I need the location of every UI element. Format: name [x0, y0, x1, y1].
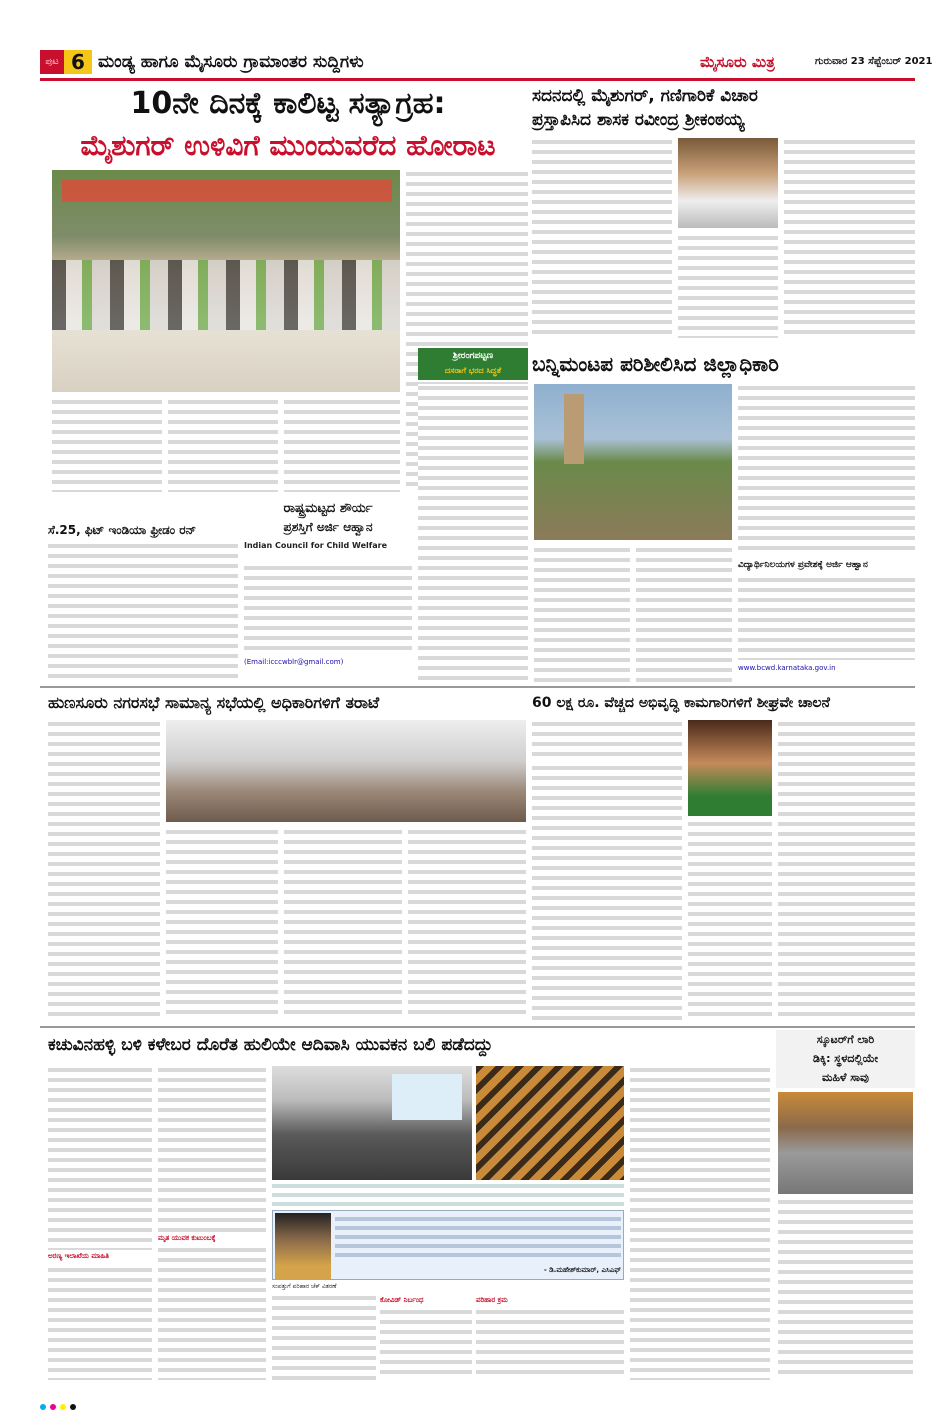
black-dot [70, 1404, 76, 1410]
scooter-headline-box [776, 1030, 915, 1088]
tiger-col-2 [158, 1066, 266, 1380]
development-col-2 [532, 764, 682, 1020]
page-date: ಗುರುವಾರ 23 ಸೆಪ್ಟೆಂಬರ್ 2021 [815, 56, 933, 67]
hunsur-col-3 [284, 828, 402, 1020]
official-photo [688, 720, 772, 816]
bannimantapa-photo [534, 384, 732, 540]
freedom-run-headline: ಸೆ.25, ಫಿಟ್ ಇಂಡಿಯಾ ಫ್ರೀಡಂ ರನ್ [48, 523, 197, 537]
bannimantapa-col-2 [534, 546, 630, 686]
development-headline: 60 ಲಕ್ಷ ರೂ. ವೆಚ್ಚದ ಅಭಿವೃದ್ಧಿ ಕಾಮಗಾರಿಗಳಿಗೆ ಶೀಘ್ರವೇ ಚಾಲನೆ [532, 695, 830, 711]
satyagraha-col-1 [52, 398, 162, 492]
headline-line-1: ಸದನದಲ್ಲಿ ಮೈಶುಗರ್, ಗಣಿಗಾರಿಕೆ ವಿಚಾರ [532, 86, 758, 106]
headline-line-3: ಮಹಿಳೆ ಸಾವು [822, 1071, 869, 1084]
page-header [40, 48, 933, 76]
mysugar-assembly-story [532, 84, 915, 344]
mla-photo [678, 138, 778, 228]
development-col-1 [532, 720, 682, 760]
hunsur-col-1 [48, 720, 160, 1020]
tiger-photo [476, 1066, 624, 1180]
satyagraha-col-3 [284, 398, 400, 492]
tiger-col-3 [272, 1294, 376, 1380]
photo-caption [272, 1182, 624, 1208]
hostel-headline: ವಿದ್ಯಾರ್ಥಿನಿಲಯಗಳ ಪ್ರವೇಶಕ್ಕೆ ಅರ್ಜಿ ಆಹ್ವಾನ [738, 560, 868, 570]
header-rule [40, 78, 915, 81]
quote-author: - ಡಿ.ಮಹೇಶ್‍ಕುಮಾರ್, ಎಸಿಎಫ್ [543, 1266, 621, 1274]
hunsur-col-4 [408, 828, 526, 1020]
quote-caption: ಸಂಪತ್ತುಗೆ ಪರಿಹಾರ ಚೆಕ್ ವಿತರಣೆ [272, 1283, 337, 1290]
bannimantapa-headline: ಬನ್ನಿಮಂಟಪ ಪರಿಶೀಲಿಸಿದ ಜಿಲ್ಲಾಧಿಕಾರಿ [532, 352, 779, 376]
page-number: 6 [64, 50, 92, 74]
bravery-award-story [244, 500, 412, 680]
page-label: ಪುಟ [40, 50, 64, 74]
satyagraha-col-2 [168, 398, 278, 492]
freedom-run-body [48, 542, 238, 678]
bannimantapa-col-4 [738, 384, 915, 554]
development-col-4 [778, 720, 915, 1020]
headline-line-2: ಡಿಕ್ಕಿ: ಸ್ಥಳದಲ್ಲಿಯೇ [812, 1052, 879, 1065]
headline-line-2: ಮೈಶುಗರ್ ಉಳಿವಿಗೆ ಮುಂದುವರೆದ ಹೋರಾಟ [80, 129, 496, 162]
victim-photo [275, 1213, 331, 1279]
dasara-badge [418, 348, 528, 380]
projection-screen [392, 1074, 462, 1120]
registration-marks [40, 1402, 915, 1412]
hunsur-col-2 [166, 828, 278, 1020]
tiger-subhead-1: ಅರಣ್ಯ ಇಲಾಖೆಯ ಮಾಹಿತಿ [48, 1250, 152, 1262]
headline-line-2: ಪ್ರಸ್ತಾಪಿಸಿದ ಶಾಸಕ ರವೀಂದ್ರ ಶ್ರೀಕಂಠಯ್ಯ [532, 110, 745, 130]
tiger-subhead-2: ಮೃತ ಯುವಕ ಕುಟುಂಬಕ್ಕೆ [158, 1232, 266, 1244]
officials-photo [272, 1066, 472, 1180]
section-title: ಮಂಡ್ಯ ಹಾಗೂ ಮೈಸೂರು ಗ್ರಾಮಾಂತರ ಸುದ್ದಿಗಳು [98, 52, 364, 72]
quote-box [272, 1210, 624, 1280]
hostel-body [738, 576, 915, 660]
yellow-dot [60, 1404, 66, 1410]
badge-line-2: ದಸರಾಗೆ ಭರದ ಸಿದ್ಧತೆ [444, 366, 502, 375]
cyan-dot [40, 1404, 46, 1410]
tiger-subhead-3: ಕೋವಿಡ್ ನಿರ್ಬಂಧ [380, 1296, 424, 1304]
headline-line-1: ಸ್ಕೂಟರ್‌ಗೆ ಲಾರಿ [816, 1033, 875, 1046]
headline-line-1: ರಾಷ್ಟ್ರಮಟ್ಟದ ಶೌರ್ಯ [283, 501, 373, 516]
scooter-body [778, 1198, 913, 1380]
section-divider-2 [40, 1026, 915, 1028]
headline-line-2: ಪ್ರಶಸ್ತಿಗೆ ಅರ್ಜಿ ಆಹ್ವಾನ [283, 520, 373, 534]
bravery-body [244, 564, 412, 654]
monument-shape [564, 394, 584, 464]
org-name: Indian Council for Child Welfare [244, 541, 388, 550]
tiger-headline: ಕಚುವಿನಹಳ್ಳಿ ಬಳಿ ಕಳೇಬರ ದೊರೆತ ಹುಲಿಯೇ ಆದಿವಾಸಿ ಯುವಕನ ಬಲಿ ಪಡೆದದ್ದು [48, 1035, 493, 1055]
protester-row [52, 260, 400, 330]
tiger-col-1 [48, 1066, 152, 1380]
bannimantapa-col-1 [418, 384, 528, 684]
contact-email[interactable]: (Email:icccwblr@gmail.com) [244, 658, 344, 666]
protest-photo [52, 170, 400, 392]
hostel-website[interactable]: www.bcwd.karnataka.gov.in [738, 664, 836, 672]
tiger-col-5 [476, 1308, 624, 1380]
masthead: ಮೈಸೂರು ಮಿತ್ರ [700, 53, 775, 71]
assembly-col-3 [784, 138, 915, 338]
hunsur-headline: ಹುಣಸೂರು ನಗರಸಭೆ ಸಾಮಾನ್ಯ ಸಭೆಯಲ್ಲಿ ಅಧಿಕಾರಿಗಳಿಗೆ ತರಾಟೆ [48, 693, 380, 712]
assembly-col-1 [532, 138, 672, 338]
magenta-dot [50, 1404, 56, 1410]
section-divider-1 [40, 686, 915, 688]
bannimantapa-col-3 [636, 546, 732, 686]
development-col-3 [688, 820, 772, 1020]
protest-banner [62, 180, 392, 202]
scooter-story [776, 1030, 915, 1380]
council-meeting-photo [166, 720, 526, 822]
tiger-col-6 [630, 1066, 770, 1380]
tiger-col-4 [380, 1308, 472, 1380]
badge-line-1: ಶ್ರೀರಂಗಪಟ್ಟಣ [452, 351, 494, 361]
headline-line-1: 10ನೇ ದಿನಕ್ಕೆ ಕಾಲಿಟ್ಟ ಸತ್ಯಾಗ್ರಹ: [130, 86, 446, 121]
assembly-col-2 [678, 234, 778, 338]
quote-text [335, 1215, 621, 1261]
accident-photo [778, 1092, 913, 1194]
tiger-subhead-4: ಪರಿಹಾರ ಕ್ರಮ [476, 1296, 508, 1304]
